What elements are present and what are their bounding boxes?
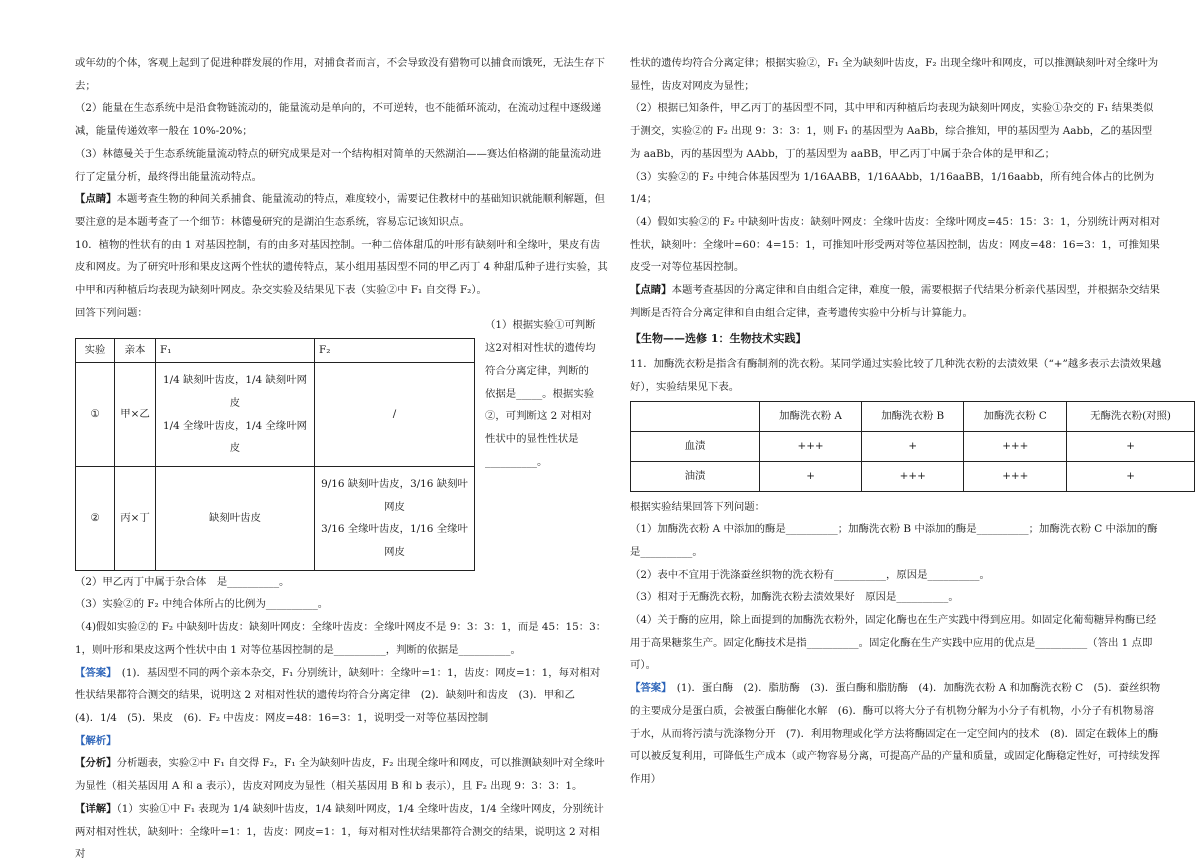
xiangjie-text: （1）实验①中 F₁ 表现为 1/4 缺刻叶齿皮，1/4 缺刻叶网皮，1/4 全缘叶齿皮，1/4 全缘叶网皮，分别统计两对相对性状，缺刻叶：全缘叶=1：1，齿皮：网皮=1：1，每对相对性状结果都符合测交的结果，说明这 2 对相对 [75,802,604,861]
paragraph-continuation: 性状的遗传均符合分离定律；根据实验②，F₁ 全为缺刻叶齿皮，F₂ 出现全缘叶和网皮，可以推测缺刻叶对全缘叶为显性，齿皮对网皮为显性； [630,57,1159,92]
table-cell: +++ [964,461,1067,491]
table-header: 加酶洗衣粉 B [862,401,964,431]
paragraph-comment [75,188,608,233]
question-11: 11．加酶洗衣粉是指含有酶制剂的洗衣粉。某同学通过实验比较了几种洗衣粉的去渍效果（“+”越多表示去渍效果越好），实验结果见下表。 [630,358,1162,393]
table-cell: +++ [964,431,1067,461]
table-cell: 缺刻叶齿皮 [156,466,315,570]
cell-line: 1/4 全缘叶齿皮，1/4 全缘叶网皮 [163,419,307,455]
table-cell [315,466,475,570]
comment-text: 本题考查基因的分离定律和自由组合定律，难度一般，需要根据子代结果分析亲代基因型，并根据杂交结果判断是否符合分离定律和自由组合定律，查考遗传实验中分析与计算能力。 [630,284,1160,319]
paragraph-homozygous: （3）实验②的 F₂ 中纯合体基因型为 1/16AABB，1/16AAbb，1/16aaBB，1/16aabb，所有纯合体占的比例为 1/4； [630,170,1155,206]
cell-line: 1/4 缺刻叶齿皮，1/4 缺刻叶网皮 [163,374,307,409]
table-cell: + [1067,461,1195,491]
detail-block [75,798,608,866]
table-header: 加酶洗衣粉 A [760,401,862,431]
answer-text: (1)．蛋白酶 (2)．脂肪酶 (3)．蛋白酶和脂肪酶 (4)．加酶洗衣粉 A 和加酶洗衣粉 C (5)．蚕丝织物的主要成分是蛋白质，会被蛋白酶催化水解 (6)．酶可以将大分子有机物分解为小分子有机物，小分子有机物易溶于水，从而将污渍与洗涤物分开 (7)．利用物理或化学方法将酶固定在一定空间内的技术 (8)．固定在载体上的酶可以被反复利用，可降低生产成本（或产物容易分离，可提高产品的产量和质量，或固定化酶稳定性好，可持续发挥作用） [630,682,1161,785]
table-cell: ① [76,363,115,467]
fenxi-text: 分析题表，实验②中 F₁ 自交得 F₂，F₁ 全为缺刻叶齿皮，F₂ 出现全缘叶和网皮，可以推测缺刻叶对全缘叶为显性（相关基因用 A 和 a 表示），齿皮对网皮为显性（相关基因用 B 和 b 表示），且 F₂ 出现 9：3：3：1。 [75,757,605,793]
question-4: （4)假如实验②的 F₂ 中缺刻叶齿皮：缺刻叶网皮：全缘叶齿皮：全缘叶网皮不是 9：3：3：1，而是 45：15：3：1，则叶形和果皮这两个性状中由 1 对等位基因控制的是__________，判断的依据是__________。 [75,621,607,656]
table-cell: ② [76,466,115,570]
paragraph-genotypes: （2）根据已知条件，甲乙丙丁的基因型不同，其中甲和丙种植后均表现为缺刻叶网皮，实验①杂交的 F₁ 结果类似于测交，实验②的 F₂ 出现 9：3：3：1，则 F₁ 的基因型为 AaBb，综合推知，甲的基因型为 Aabb，乙的基因型为 aaBb，丙的基因型为 AAbb，丁的基因型为 aaBB，甲乙丙丁中属于杂合体的是甲和乙； [630,102,1154,160]
answer-text: (1)．基因型不同的两个亲本杂交，F₁ 分别统计，缺刻叶：全缘叶=1：1，齿皮：网皮=1：1，每对相对性状结果都符合测交的结果，说明这 2 对相对性状的遗传均符合分离定律 (2)．缺刻叶和齿皮 (3)．甲和乙 (4)．1/4 (5)．果皮 (6)．F₂ 中齿皮：网皮=48：16=3：1，说明受一对等位基因控制 [75,666,601,724]
comment-tag: 【点睛】 [75,193,117,206]
table-cell: / [315,363,475,467]
table-header: 实验 [76,339,115,363]
xiangjie-tag: 【详解】 [75,802,117,815]
table-cell [156,363,315,467]
table-cell: 油渍 [631,461,760,491]
question-2: （2）表中不宜用于洗涤蚕丝织物的洗衣粉有__________，原因是__________。 [630,568,990,581]
paragraph-continuation: 或年幼的个体，客观上起到了促进种群发展的作用，对捕食者而言，不会导致没有猎物可以捕食而饿死，无法生存下去； [75,57,605,92]
table-row [76,466,475,570]
table-header: 亲本 [115,339,156,363]
fenxi-tag: 【分析】 [75,757,117,770]
paragraph-energy-flow: （2）能量在生态系统中是沿食物链流动的，能量流动是单向的，不可逆转，也不能循环流动，在流动过程中逐级递减，能量传递效率一般在 10%-20%； [75,102,602,138]
table-header: 无酶洗衣粉(对照) [1067,401,1195,431]
question-2: （2）甲乙丙丁中属于杂合体 是__________。 [75,575,290,588]
answer-block [75,662,608,730]
question-3: （3）相对于无酶洗衣粉，加酶洗衣粉去渍效果好 原因是__________。 [630,591,959,604]
question-3: （3）实验②的 F₂ 中纯合体所占的比例为__________。 [75,598,329,611]
comment-tag: 【点睛】 [630,284,672,297]
question-10: 10．植物的性状有的由 1 对基因控制，有的由多对基因控制。一种二倍体甜瓜的叶形有缺刻叶和全缘叶，果皮有齿皮和网皮。为了研究叶形和果皮这两个性状的遗传特点，某小组用基因型不同的甲乙丙丁 4 种甜瓜种子进行实验，其中甲和丙种植后均表现为缺刻叶网皮。杂交实验及结果见下表（实验②中 F₁ 自交得 F₂）。 [75,238,608,297]
section-heading: 【生物——选修 1：生物技术实践】 [630,332,807,346]
paragraph-ratio: （4）假如实验②的 F₂ 中缺刻叶齿皮：缺刻叶网皮：全缘叶齿皮：全缘叶网皮=45：15：3：1，分别统计两对相对性状，缺刻叶：全缘叶=60：4=15：1，可推知叶形受两对等位基因控制，齿皮：网皮=48：16=3：1，可推知果皮受一对等位基因控制。 [630,215,1161,274]
answer-tag: 【答案】 [75,666,112,679]
table-cell: 丙×丁 [115,466,156,570]
table-header: F₂ [315,339,475,363]
cross-experiment-table [75,338,475,570]
comment-text: 本题考查生物的种间关系捕食、能量流动的特点，难度较小，需要记住教材中的基础知识就能顺利解题，但要注意的是本题考查了一个细节：林德曼研究的是湖泊生态系统，容易忘记该知识点。 [75,193,605,228]
table-cell: +++ [862,461,964,491]
right-column [630,52,1171,791]
paragraph-lindeman: （3）林德曼关于生态系统能量流动特点的研究成果是对一个结构相对简单的天然湖泊——赛达伯格湖的能量流动进行了定量分析，最终得出能量流动特点。 [75,147,602,183]
table-cell: 血渍 [631,431,760,461]
cell-line: 3/16 全缘叶齿皮，1/16 全缘叶网皮 [321,523,468,559]
table-cell: + [862,431,964,461]
paragraph-comment [630,279,1162,324]
table-area [75,319,608,570]
question-1: （1）加酶洗衣粉 A 中添加的酶是__________；加酶洗衣粉 B 中添加的酶是__________；加酶洗衣粉 C 中添加的酶是__________。 [630,523,1158,558]
left-column [75,52,608,866]
table-header-row [631,401,1195,431]
detergent-table [630,401,1195,492]
table-row [631,431,1195,461]
table-cell: + [1067,431,1195,461]
table-header: 加酶洗衣粉 C [964,401,1067,431]
table-cell: + [760,461,862,491]
answer-tag: 【答案】 [630,682,667,695]
table-row [76,363,475,467]
answer-prompt: 根据实验结果回答下列问题： [630,500,766,513]
question-4: （4）关于酶的应用，除上面提到的加酶洗衣粉外，固定化酶也在生产实践中得到应用。如固定化葡萄糖异构酶已经用于高果糖浆生产。固定化酶技术是指__________。固定化酶在生产实践中应用的优点是__________（答出 1 点即可）。 [630,614,1157,672]
table-row [631,461,1195,491]
analysis-tag: 【解析】 [75,734,117,747]
answer-prompt: 回答下列问题： [75,306,148,319]
analysis-block [75,752,608,797]
side-question-1: （1）根据实验①可判断这2对相对性状的遗传均符合分离定律，判断的依据是_____。根据实验②，可判断这 2 对相对性状中的显性性状是__________。 [485,319,596,468]
cell-line: 9/16 缺刻叶齿皮，3/16 缺刻叶网皮 [321,477,468,513]
table-cell: +++ [760,431,862,461]
table-header [631,401,760,431]
table-header: F₁ [156,339,315,363]
table-cell: 甲×乙 [115,363,156,467]
table-header-row [76,339,475,363]
answer-block [630,677,1162,791]
analysis-heading [75,730,608,753]
